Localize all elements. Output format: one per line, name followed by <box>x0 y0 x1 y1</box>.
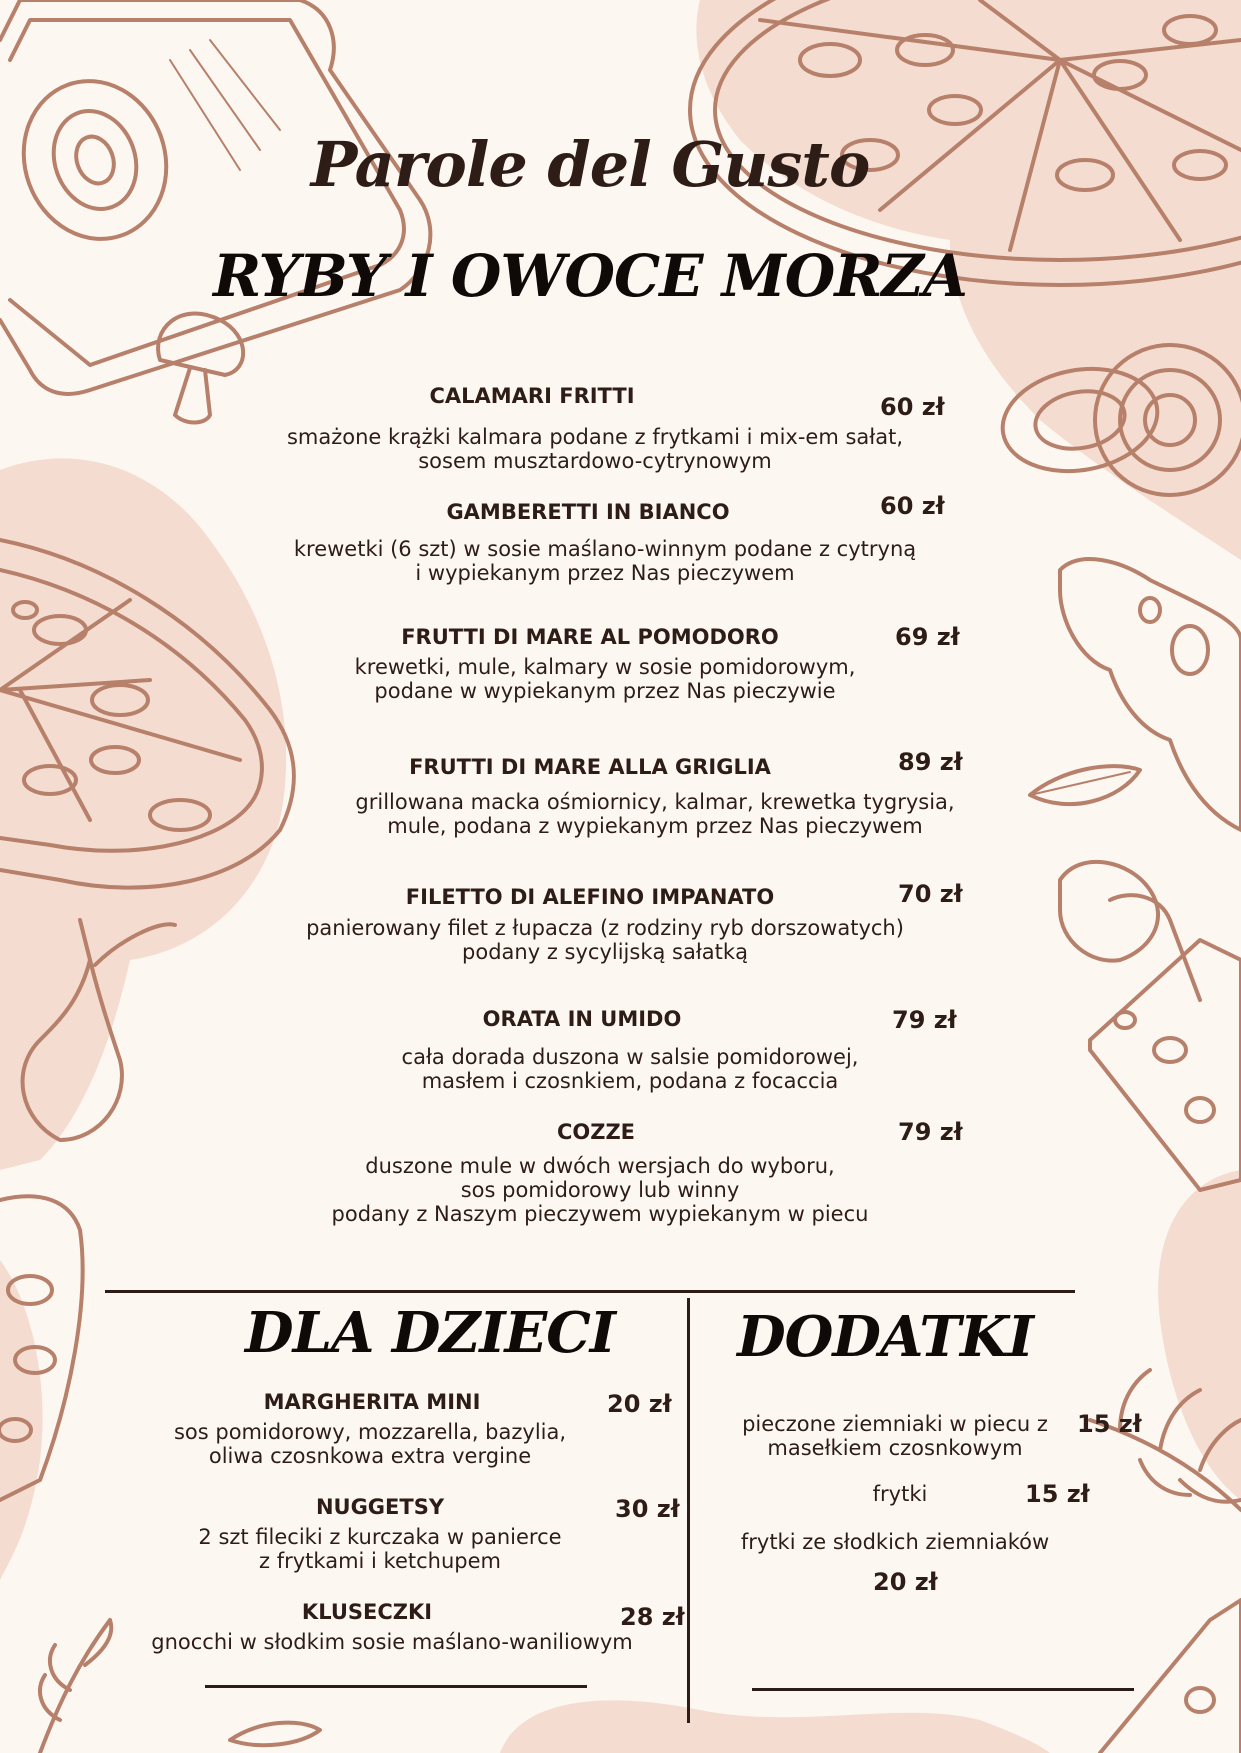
horizontal-divider <box>105 1290 1075 1293</box>
menu-item-name: NUGGETSY <box>315 1495 445 1519</box>
menu-item-description: duszone mule w dwóch wersjach do wyboru, sos pomidorowy lub winny podany z Naszym pieczywem wypiekanym w piecu <box>331 1154 869 1226</box>
restaurant-name: Parole del Gusto <box>310 128 870 201</box>
menu-item-description: panierowany filet z łupacza (z rodziny ryb dorszowatych) podany z sycylijską sałatką <box>306 916 904 964</box>
menu-item-price: 69 zł <box>895 623 960 651</box>
menu-item-price: 60 zł <box>880 393 945 421</box>
menu-item-price: 89 zł <box>898 748 963 776</box>
sides-bottom-rule <box>752 1688 1134 1691</box>
menu-item-price: 28 zł <box>620 1603 685 1631</box>
menu-item-name: ORATA IN UMIDO <box>482 1007 682 1031</box>
menu-item-price: 79 zł <box>898 1118 963 1146</box>
side-item-description: frytki ze słodkich ziemniaków <box>740 1530 1050 1554</box>
menu-item-price: 20 zł <box>607 1390 672 1418</box>
menu-item-description: krewetki (6 szt) w sosie maślano-winnym podane z cytryną i wypiekanym przez Nas pieczywem <box>293 537 917 585</box>
menu-item-description: grillowana macka ośmiornicy, kalmar, krewetka tygrysia, mule, podana z wypiekanym przez Nas pieczywem <box>355 790 955 838</box>
menu-item-name: GAMBERETTI IN BIANCO <box>446 500 730 524</box>
menu-item-name: COZZE <box>556 1120 636 1144</box>
side-item-price: 20 zł <box>873 1568 938 1596</box>
menu-item-description: 2 szt fileciki z kurczaka w panierce z frytkami i ketchupem <box>198 1525 562 1573</box>
kids-section-title: DLA DZIECI <box>245 1300 615 1366</box>
menu-item-price: 60 zł <box>880 492 945 520</box>
side-item-price: 15 zł <box>1025 1480 1090 1508</box>
menu-item-price: 30 zł <box>615 1495 680 1523</box>
menu-item-description: sos pomidorowy, mozzarella, bazylia, oliwa czosnkowa extra vergine <box>173 1420 567 1468</box>
menu-item-description: cała dorada duszona w salsie pomidorowej, masłem i czosnkiem, podana z focaccia <box>401 1045 859 1093</box>
side-item-description: frytki <box>872 1482 928 1506</box>
menu-item-name: KLUSECZKI <box>301 1600 433 1624</box>
kids-bottom-rule <box>205 1685 587 1688</box>
menu-item-name: FRUTTI DI MARE ALLA GRIGLIA <box>409 755 771 779</box>
menu-item-price: 70 zł <box>898 880 963 908</box>
side-item-description: pieczone ziemniaki w piecu z masełkiem czosnkowym <box>742 1412 1048 1460</box>
menu-item-description: smażone krążki kalmara podane z frytkami i mix-em sałat, sosem musztardowo-cytrynowym <box>286 425 904 473</box>
menu-item-name: FRUTTI DI MARE AL POMODORO <box>401 625 779 649</box>
menu-item-name: MARGHERITA MINI <box>263 1390 481 1414</box>
sides-section-title: DODATKI <box>737 1304 1033 1370</box>
menu-item-description: krewetki, mule, kalmary w sosie pomidorowym, podane w wypiekanym przez Nas pieczywie <box>354 655 856 703</box>
menu-item-name: FILETTO DI ALEFINO IMPANATO <box>405 885 775 909</box>
menu-item-name: CALAMARI FRITTI <box>429 384 635 408</box>
menu-item-price: 79 zł <box>892 1006 957 1034</box>
seafood-section-title: RYBY I OWOCE MORZA <box>213 242 967 310</box>
menu-item-description: gnocchi w słodkim sosie maślano-waniliowym <box>151 1630 633 1654</box>
side-item-price: 15 zł <box>1077 1410 1142 1438</box>
